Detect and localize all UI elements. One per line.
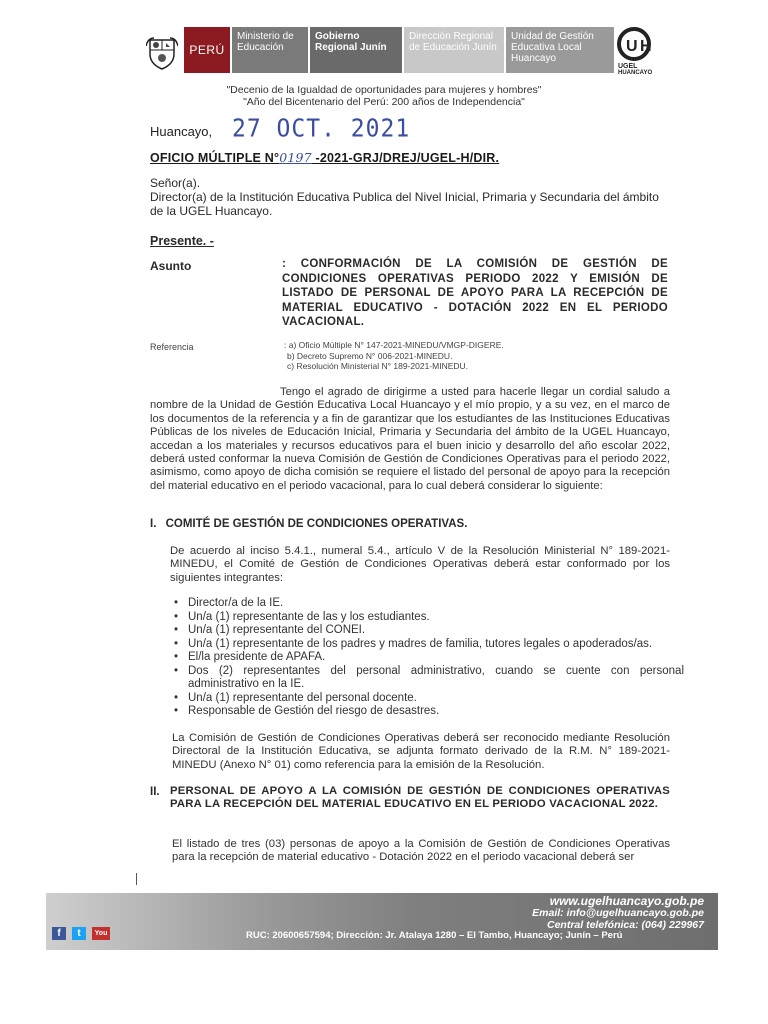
ministerio-label: Ministerio de Educación xyxy=(232,27,308,73)
seccion-2-intro: El listado de tres (03) personas de apoyo a la Comisión de Gestión de Condiciones Operativas para la recepción de material educativo - Dotación 2022 en el periodo vacacional deberá ser xyxy=(172,838,670,864)
decenio-line-2: "Año del Bicentenario del Perú: 200 años de Independencia" xyxy=(243,96,525,108)
seccion-1-intro: De acuerdo al inciso 5.4.1., numeral 5.4., artículo V de la Resolución Ministerial N° 189-2021-MINEDU, el Comité de Gestión de Condiciones Operativas deberá estar conformado por los siguientes integrantes: xyxy=(170,545,670,584)
presente-label: Presente. - xyxy=(150,234,214,248)
ugel-label: Unidad de Gestión Educativa Local Huancayo xyxy=(506,27,614,73)
list-item: • Un/a (1) representante del personal docente. xyxy=(188,692,684,706)
seccion-1-title: COMITÉ DE GESTIÓN DE CONDICIONES OPERATIVAS. xyxy=(165,518,468,530)
decenio-block xyxy=(0,84,768,108)
svg-text:HUANCAYO: HUANCAYO xyxy=(618,70,653,74)
svg-text:U: U xyxy=(626,38,638,55)
oficio-suffix: -2021-GRJ/DREJ/UGEL-H/DIR. xyxy=(311,151,500,165)
referencia-item: : a) Oficio Múltiple N° 147-2021-MINEDU/VMGP-DIGERE. xyxy=(284,340,504,350)
footer-email[interactable]: Email: info@ugelhuancayo.gob.pe xyxy=(532,907,704,919)
seccion-2-num: II. xyxy=(150,786,160,798)
list-item: • El/la presidente de APAFA. xyxy=(188,651,684,665)
cuerpo-parrafo: Tengo el agrado de dirigirme a usted para hacerle llegar un cordial saludo a nombre de la Unidad de Gestión Educativa Local Huancayo y el mío propio, y a su vez, en el marco de los documentos de la referencia y a fin de garantizar que los estudiantes de las Instituciones Educativas Públicas de los niveles de Educación Inicial, Primaria y Secundaria del ámbito de la UGEL Huancayo, accedan a los materiales y recursos educativos para el buen inicio y desarrollo del año escolar 2022, deberá usted conformar la nueva Comisión de Gestión de Condiciones Operativas para el periodo 2022, asimismo, como apoyo de dicha comisión se requiere el listado del personal de apoyo para la recepción del material educativo en el periodo vacacional, para lo cual deberá considerar lo siguiente: xyxy=(150,386,670,492)
peru-coat-of-arms-icon xyxy=(146,36,178,70)
peru-label: PERÚ xyxy=(184,27,230,73)
destinatario-senor: Señor(a). xyxy=(150,176,201,190)
direccion-regional-label: Dirección Regional de Educación Junín xyxy=(404,27,504,73)
oficio-numero: 0197 xyxy=(279,150,312,165)
referencia-item: b) Decreto Supremo N° 006-2021-MINEDU. xyxy=(287,350,453,361)
svg-text:UGEL: UGEL xyxy=(618,63,638,70)
footer-contact xyxy=(532,895,704,931)
referencia-label: Referencia xyxy=(150,342,194,352)
seccion-2-title: PERSONAL DE APOYO A LA COMISIÓN DE GESTIÓN DE CONDICIONES OPERATIVAS PARA LA RECEPCIÓN DEL MATERIAL EDUCATIVO EN EL PERIODO VACACIONAL 2022. xyxy=(170,785,670,811)
lugar: Huancayo, xyxy=(150,124,213,139)
destinatario-cargo: Director(a) de la Institución Educativa Publica del Nivel Inicial, Primaria y Secundaria del ámbito de la UGEL Huancayo. xyxy=(150,190,659,218)
seccion-1-num: I. xyxy=(150,518,157,530)
list-item: • Un/a (1) representante del CONEI. xyxy=(188,624,684,638)
footer-address: RUC: 20600657594; Dirección: Jr. Atalaya 1280 – El Tambo, Huancayo; Junín – Perú xyxy=(246,930,623,941)
list-item: • Dos (2) representantes del personal administrativo, cuando se cuente con personal administrativo en la IE. xyxy=(188,665,684,692)
gobierno-regional-label: Gobierno Regional Junín xyxy=(310,27,402,73)
referencia-list xyxy=(284,340,504,372)
list-item: • Responsable de Gestión del riesgo de desastres. xyxy=(188,705,684,719)
facebook-icon[interactable]: f xyxy=(52,927,66,940)
referencia-item: c) Resolución Ministerial N° 189-2021-MINEDU. xyxy=(287,361,469,371)
destinatario xyxy=(150,176,670,218)
seccion-1-heading xyxy=(150,517,467,531)
integrantes-list xyxy=(174,597,684,719)
list-item: • Un/a (1) representante de las y los estudiantes. xyxy=(188,611,684,625)
youtube-icon[interactable]: You xyxy=(92,927,110,940)
seccion-1-cierre: La Comisión de Gestión de Condiciones Operativas deberá ser reconocido mediante Resolución Directoral de la Institución Educativa, se adjunta formato derivado de la R.M. N° 189-2021-MINEDU (Anexo N° 01) como referencia para la emisión de la Resolución. xyxy=(172,732,670,771)
oficio-prefix: OFICIO MÚLTIPLE N° xyxy=(150,151,280,165)
footer-banner xyxy=(46,893,718,950)
svg-text:H: H xyxy=(640,38,652,55)
fecha-stamp: 27 OCT. 2021 xyxy=(232,114,411,144)
list-item: • Un/a (1) representante de los padres y madres de familia, tutores legales o apoderados/as. xyxy=(188,638,684,652)
twitter-icon[interactable]: t xyxy=(72,927,86,940)
list-item: • Director/a de la IE. xyxy=(188,597,684,611)
asunto-text: : CONFORMACIÓN DE LA COMISIÓN DE GESTIÓN DE CONDICIONES OPERATIVAS PERIODO 2022 Y EMISIÓN DE LISTADO DE PERSONAL DE APOYO PARA LA RECEPCIÓN DE MATERIAL EDUCATIVO - DOTACIÓN 2022 EN EL PERIODO VACACIONAL. xyxy=(282,258,668,328)
ugel-logo-icon xyxy=(616,24,666,74)
oficio-number xyxy=(150,150,499,165)
footer-phone: Central telefónica: (064) 229967 xyxy=(547,919,704,931)
margin-mark xyxy=(136,873,137,885)
footer-website[interactable]: www.ugelhuancayo.gob.pe xyxy=(549,894,704,908)
decenio-line-1: "Decenio de la Igualdad de oportunidades para mujeres y hombres" xyxy=(226,84,542,96)
asunto-label: Asunto xyxy=(150,259,192,273)
